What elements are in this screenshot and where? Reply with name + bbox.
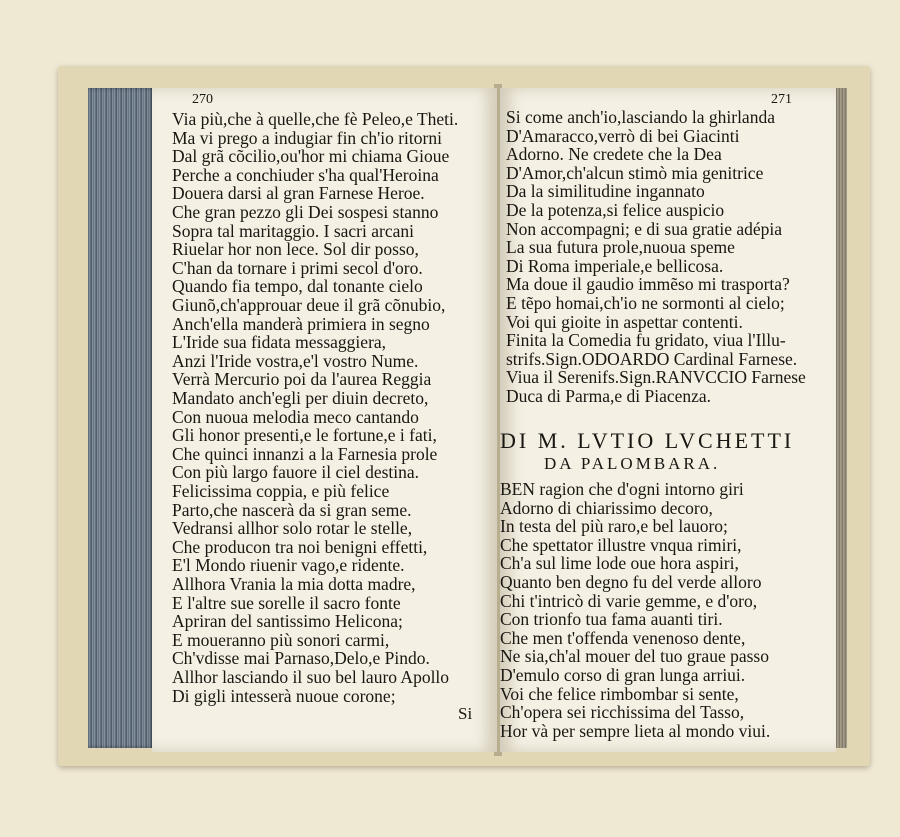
text-line: Di gigli intesserà nuoue corone; — [172, 685, 396, 706]
text-line: BEN ragion che d'ogni intorno giri — [500, 479, 744, 499]
text-line: E'l Mondo riuenir vago,e ridente. — [172, 555, 405, 576]
text-line: Adorno di chiarissimo decoro, — [500, 497, 713, 518]
text-line: Mandato anch'egli per diuin decreto, — [172, 388, 429, 408]
text-line: Parto,che nascerà da si gran seme. — [172, 499, 412, 520]
text-line: Con più largo fauore il ciel destina. — [172, 462, 420, 483]
text-line: D'emulo corso di gran lunga arriui. — [500, 665, 746, 685]
text-line: Quanto ben degno fu del verde alloro — [500, 572, 762, 592]
catchword: Si — [458, 704, 473, 723]
text-line: Hor và per sempre lieta al mondo viui. — [500, 720, 771, 741]
page-number-left: 270 — [192, 92, 213, 107]
text-line: Finita la Comedia fu gridato, viua l'Illu- — [506, 330, 786, 351]
text-line: Giunõ,ch'approuar deue il grã cõnubio, — [172, 295, 446, 315]
text-line: Perche a conchiuder s'ha qual'Heroina — [172, 164, 439, 185]
text-line: Apriran del santissimo Helicona; — [172, 611, 403, 632]
text-line: Ne sia,ch'al mouer del tuo graue passo — [500, 646, 769, 667]
text-line: Voi qui gioite in aspettar contenti. — [506, 311, 743, 332]
text-line: Con trionfo tua fama auanti tiri. — [500, 609, 723, 630]
text-line: Non accompagni; e di sua gratie adépia — [506, 218, 783, 239]
text-line: C'han da tornare i primi secol d'oro. — [172, 257, 423, 278]
text-line: Anzi l'Iride vostra,e'l vostro Nume. — [172, 350, 419, 371]
text-line: Quando fia tempo, dal tonante cielo — [172, 276, 423, 297]
text-line: In testa del più raro,e bel lauoro; — [500, 516, 728, 537]
text-line: Sopra tal maritaggio. I sacri arcani — [172, 220, 414, 241]
text-line: Adorno. Ne credete che la Dea — [506, 144, 722, 165]
text-line: Che producon tra noi benigni effetti, — [172, 536, 428, 557]
text-line: Che spettator illustre vnqua rimiri, — [500, 534, 742, 555]
page-number-right: 271 — [771, 92, 792, 107]
text-line: E moueranno più sonori carmi, — [172, 629, 390, 650]
text-line: Di Roma imperiale,e bellicosa. — [506, 255, 724, 276]
poem-subheading: DA PALOMBARA. — [544, 454, 721, 473]
text-line: La sua futura prole,nuoua speme — [506, 237, 735, 258]
text-line: Ch'vdisse mai Parnaso,Delo,e Pindo. — [172, 648, 430, 669]
text-line: Duca di Parma,e di Piacenza. — [506, 386, 712, 406]
text-line: Felicissima coppia, e più felice — [172, 481, 390, 501]
text-line: Verrà Mercurio poi da l'aurea Reggia — [172, 369, 432, 390]
text-line: Anch'ella manderà primiera in segno — [172, 313, 430, 334]
text-line: Allhora Vrania la mia dotta madre, — [172, 574, 416, 594]
text-line: Ma doue il gaudio immẽso mi trasporta? — [506, 274, 790, 295]
text-line: Ch'a sul lime lode oue hora aspiri, — [500, 553, 739, 574]
text-line: Chi t'intricò di varie gemme, e d'oro, — [500, 590, 758, 611]
text-line: Da la similitudine ingannato — [506, 181, 705, 202]
text-line: L'Iride sua fidata messaggiera, — [172, 332, 387, 353]
text-line: strifs.Sign.ODOARDO Cardinal Farnese. — [506, 348, 798, 369]
text-line: Si come anch'io,lasciando la ghirlanda — [506, 107, 775, 127]
page-edges-left — [88, 88, 154, 748]
right-page — [500, 88, 836, 752]
text-line: Vedransi allhor solo rotar le stelle, — [172, 518, 413, 539]
text-line: Che quinci innanzi a la Farnesia prole — [172, 443, 438, 464]
text-line: Che gran pezzo gli Dei sospesi stanno — [172, 202, 439, 222]
text-line: D'Amor,ch'alcun stimò mia genitrice — [506, 162, 764, 183]
text-line: Douera darsi al gran Farnese Heroe. — [172, 183, 425, 204]
text-line: Voi che felice rimbombar si sente, — [500, 683, 739, 704]
text-line: Allhor lasciando il suo bel lauro Apollo — [172, 667, 450, 687]
text-line: D'Amaracco,verrò di bei Giacinti — [506, 125, 740, 146]
left-page — [152, 88, 497, 752]
text-line: Che men t'offenda venenoso dente, — [500, 627, 746, 648]
text-line: Ch'opera sei ricchissima del Tasso, — [500, 702, 745, 723]
text-line: Ma vi prego a indugiar fin ch'io ritorni — [172, 127, 442, 148]
open-book — [58, 66, 870, 766]
text-line: Dal grã cõcilio,ou'hor mi chiama Gioue — [172, 146, 450, 167]
text-line: Riuelar hor non lece. Sol dir posso, — [172, 239, 419, 260]
poem-heading: DI M. LVTIO LVCHETTI — [500, 428, 795, 453]
text-line: Via più,che à quelle,che fè Peleo,e Theti. — [172, 109, 459, 129]
text-line: E tẽpo homai,ch'io ne sormonti al cielo; — [506, 293, 785, 313]
text-line: De la potenza,si felice auspicio — [506, 200, 725, 220]
text-line: Gli honor presenti,e le fortune,e i fati, — [172, 425, 437, 446]
text-line: Viua il Serenifs.Sign.RANVCCIO Farnese — [506, 367, 806, 388]
text-line: E l'altre sue sorelle il sacro fonte — [172, 592, 401, 613]
text-line: Con nuoua melodia meco cantando — [172, 406, 419, 427]
